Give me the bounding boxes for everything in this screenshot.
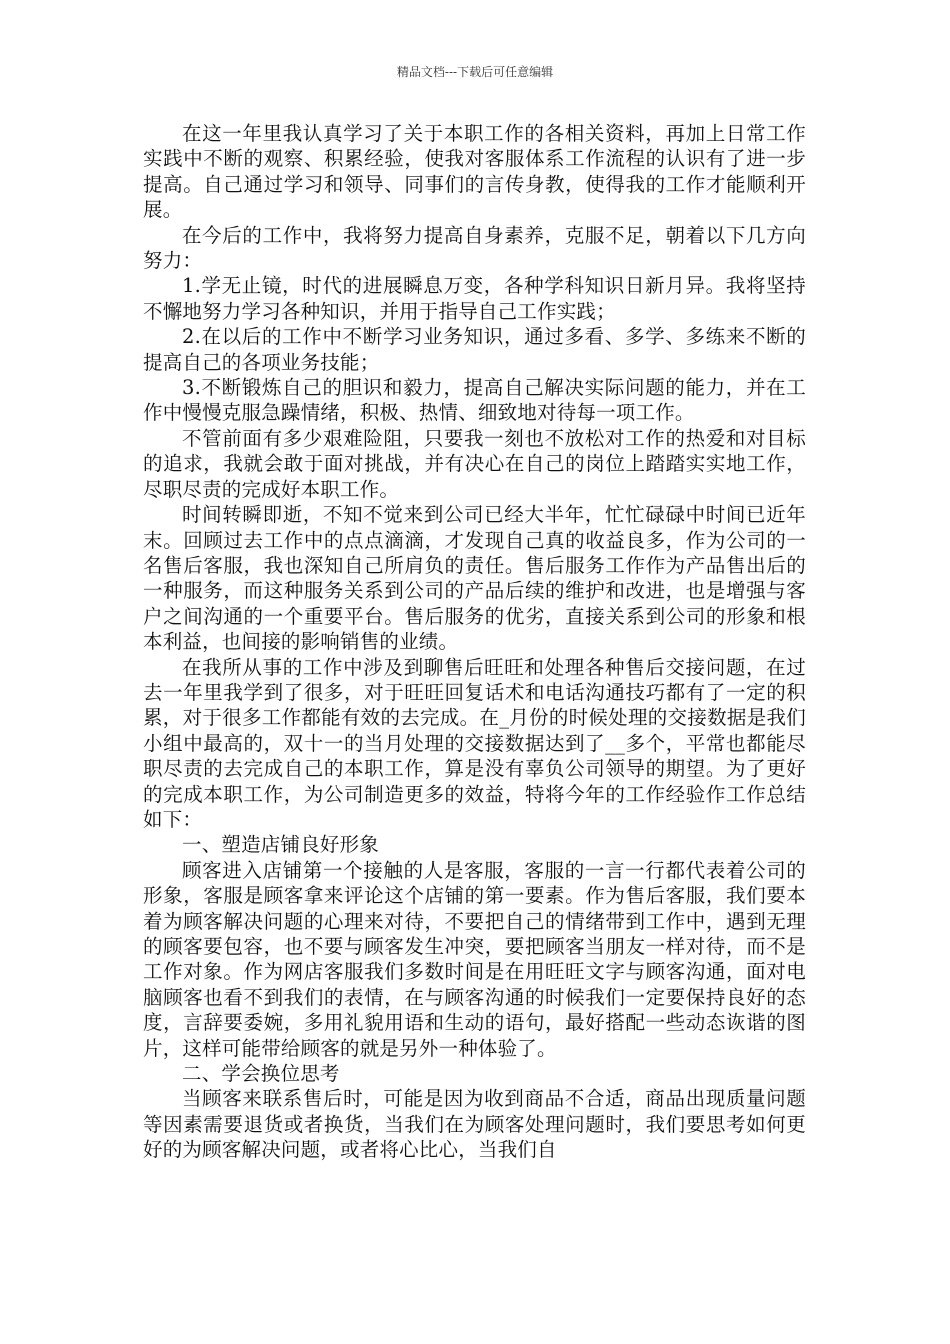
paragraph-commitment: 不管前面有多少艰难险阻，只要我一刻也不放松对工作的热爱和对目标的追求，我就会敢于面对挑战，并有决心在自己的岗位上踏踏实实地工作，尽职尽责的完成好本职工作。 xyxy=(143,426,806,501)
paragraph-study: 在这一年里我认真学习了关于本职工作的各相关资料，再加上日常工作实践中不断的观察、积累经验，使我对客服体系工作流程的认识有了进一步提高。自己通过学习和领导、同事们的言传身教，使得我的工作才能顺利开展。 xyxy=(143,122,806,222)
paragraph-store-image: 顾客进入店铺第一个接触的人是客服，客服的一言一行都代表着公司的形象，客服是顾客拿来评论这个店铺的第一要素。作为售后客服，我们要本着为顾客解决问题的心理来对待，不要把自己的情绪带到工作中，遇到无理的顾客要包容，也不要与顾客发生冲突，要把顾客当朋友一样对待，而不是工作对象。作为网店客服我们多数时间是在用旺旺文字与顾客沟通，面对电脑顾客也看不到我们的表情，在与顾客沟通的时候我们一定要保持良好的态度，言辞要委婉，多用礼貌用语和生动的语句，最好搭配一些动态诙谐的图片，这样可能带给顾客的就是另外一种体验了。 xyxy=(143,858,806,1060)
paragraph-item-3: 3.不断锻炼自己的胆识和毅力，提高自己解决实际问题的能力，并在工作中慢慢克服急躁情绪，积极、热情、细致地对待每一项工作。 xyxy=(143,376,806,425)
paragraph-work-summary: 在我所从事的工作中涉及到聊售后旺旺和处理各种售后交接问题，在过去一年里我学到了很多，对于旺旺回复话术和电话沟通技巧都有了一定的积累，对于很多工作都能有效的去完成。在_月份的时候处理的交接数据是我们小组中最高的，双十一的当月处理的交接数据达到了__多个，平常也都能尽职尽责的去完成自己的本职工作，算是没有辜负公司领导的期望。为了更好的完成本职工作，为公司制造更多的效益，特将今年的工作经验作工作总结如下： xyxy=(143,655,806,831)
paragraph-review: 时间转瞬即逝，不知不觉来到公司已经大半年，忙忙碌碌中时间已近年末。回顾过去工作中的点点滴滴，才发现自己真的收益良多，作为公司的一名售后客服，我也深知自己所肩负的责任。售后服务工作作为产品售出后的一种服务，而这种服务关系到公司的产品后续的维护和改进，也是增强与客户之间沟通的一个重要平台。售后服务的优劣，直接关系到公司的形象和根本利益，也间接的影响销售的业绩。 xyxy=(143,503,806,654)
paragraph-item-1: 1.学无止镜，时代的进展瞬息万变，各种学科知识日新月异。我将坚持不懈地努力学习各种知识，并用于指导自己工作实践； xyxy=(143,274,806,323)
paragraph-item-2: 2.在以后的工作中不断学习业务知识，通过多看、多学、多练来不断的提高自己的各项业务技能； xyxy=(143,325,806,374)
section-heading-2: 二、学会换位思考 xyxy=(182,1062,340,1086)
page-header: 精品文档---下载后可任意编辑 xyxy=(396,65,554,79)
paragraph-empathy: 当顾客来联系售后时，可能是因为收到商品不合适，商品出现质量问题等因素需要退货或者换货，当我们在为顾客处理问题时，我们要思考如何更好的为顾客解决问题，或者将心比心，当我们自 xyxy=(143,1087,806,1162)
paragraph-future-intro: 在今后的工作中，我将努力提高自身素养，克服不足，朝着以下几方向努力： xyxy=(143,223,806,273)
document-body xyxy=(143,121,806,1163)
section-heading-1: 一、塑造店铺良好形象 xyxy=(182,833,380,857)
